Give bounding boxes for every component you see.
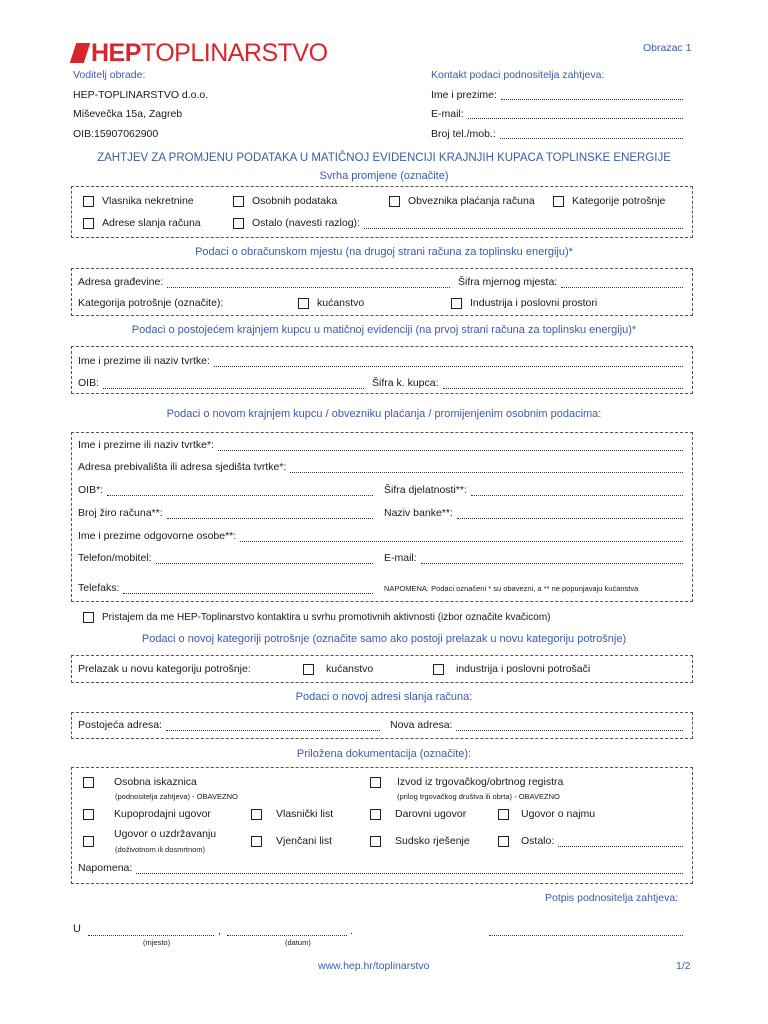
activity-code-field[interactable] <box>471 487 683 496</box>
purpose-title: Svrha promjene (označite) <box>319 170 449 182</box>
contact-email-label: E-mail: <box>431 108 464 120</box>
purpose-payer-label: Obveznika plaćanja računa <box>408 195 535 207</box>
checkbox-registry[interactable] <box>370 777 381 788</box>
building-address-field[interactable] <box>167 279 450 288</box>
purpose-personal-label: Osobnih podataka <box>252 195 338 207</box>
checkbox-purchase[interactable] <box>83 809 94 820</box>
account-label: Broj žiro računa**: <box>78 507 163 519</box>
logo-rest-text: TOPLINARSTVO <box>140 38 328 67</box>
place-caption: (mjesto) <box>143 938 171 947</box>
registry-note: (prilog trgovačkog društva ili obrta) - OBAVEZNO <box>397 792 560 801</box>
other-doc-label: Ostalo: <box>521 835 555 847</box>
responsible-field[interactable] <box>240 533 683 542</box>
checkbox-gift[interactable] <box>370 809 381 820</box>
fax-field[interactable] <box>123 585 373 594</box>
building-address-label: Adresa građevine: <box>78 276 164 288</box>
controller-block <box>73 66 208 144</box>
form-number: Obrazac 1 <box>643 42 692 54</box>
contact-phone-field[interactable] <box>500 125 683 139</box>
checkbox-personal[interactable] <box>233 196 244 207</box>
checkbox-id-card[interactable] <box>83 777 94 788</box>
existing-name-label: Ime i prezime ili naziv tvrtke: <box>78 355 210 367</box>
purpose-other-label: Ostalo (navesti razlog): <box>252 217 360 229</box>
controller-oib: OIB:15907062900 <box>73 127 159 140</box>
contact-name-field[interactable] <box>501 86 683 100</box>
phone-label: Telefon/mobitel: <box>78 552 152 564</box>
checkbox-maintenance[interactable] <box>83 836 94 847</box>
checkbox-address[interactable] <box>83 218 94 229</box>
id-card-note: (podnositelja zahtjeva) - OBAVEZNO <box>115 792 238 801</box>
contact-phone-label: Broj tel./mob.: <box>431 127 496 140</box>
place-prefix: U <box>73 923 81 935</box>
customer-code-field[interactable] <box>443 380 683 389</box>
form-title: ZAHTJEV ZA PROMJENU PODATAKA U MATIČNOJ EVIDENCIJI KRAJNJIH KUPACA TOPLINSKE ENERGIJE <box>97 152 671 164</box>
purpose-category-label: Kategorije potrošnje <box>572 195 666 207</box>
existing-oib-field[interactable] <box>103 380 364 389</box>
meter-code-label: Šifra mjernog mjesta: <box>458 276 558 288</box>
new-name-label: Ime i prezime ili naziv tvrtke*: <box>78 439 214 451</box>
contact-block <box>431 66 683 144</box>
new-oib-field[interactable] <box>107 487 373 496</box>
checkbox-industry[interactable] <box>451 298 462 309</box>
comma-separator: , <box>218 925 221 937</box>
date-caption: (datum) <box>285 938 311 947</box>
new-category-label: Prelazak u novu kategoriju potrošnje: <box>78 663 251 675</box>
checkbox-payer[interactable] <box>389 196 400 207</box>
checkbox-court[interactable] <box>370 836 381 847</box>
new-household-label: kućanstvo <box>326 663 374 675</box>
bank-field[interactable] <box>457 510 683 519</box>
new-address-title: Podaci o novoj adresi slanja računa: <box>295 691 473 703</box>
checkbox-new-household[interactable] <box>303 664 314 675</box>
new-billing-address-label: Nova adresa: <box>390 719 453 731</box>
other-doc-field[interactable] <box>558 838 683 847</box>
contact-email-field[interactable] <box>468 105 683 119</box>
new-address-label: Adresa prebivališta ili adresa sjedišta tvrtke*: <box>78 461 287 473</box>
company-logo <box>73 38 328 67</box>
fax-label: Telefaks: <box>78 582 120 594</box>
consent-label: Pristajem da me HEP-Toplinarstvo kontaktira u svrhu promotivnih aktivnosti (izbor označite kvačicom) <box>102 612 551 623</box>
required-note: NAPOMENA: Podaci označeni * su obavezni, a ** ne popunjavaju kućanstva <box>384 584 639 593</box>
bank-label: Naziv banke**: <box>384 507 453 519</box>
footer-url[interactable]: www.hep.hr/toplinarstvo <box>318 960 430 972</box>
current-address-label: Postojeća adresa: <box>78 719 163 731</box>
remark-field[interactable] <box>136 865 683 874</box>
checkbox-consent[interactable] <box>83 612 94 623</box>
marriage-label: Vjenčani list <box>276 835 333 847</box>
checkbox-owner[interactable] <box>83 196 94 207</box>
contact-name-label: Ime i prezime: <box>431 88 497 101</box>
phone-field[interactable] <box>156 555 373 564</box>
dot-separator: . <box>350 925 353 937</box>
controller-label: Voditelj obrade: <box>73 69 146 81</box>
maintenance-label: Ugovor o uzdržavanju <box>114 828 217 840</box>
purpose-box <box>71 186 693 238</box>
metering-title: Podaci o obračunskom mjestu (na drugoj strani računa za toplinsku energiju)* <box>195 246 573 258</box>
id-card-label: Osobna iskaznica <box>114 776 197 788</box>
controller-address: Miševečka 15a, Zagreb <box>73 108 183 120</box>
purchase-label: Kupoprodajni ugovor <box>114 808 211 820</box>
page-number: 1/2 <box>676 960 691 972</box>
email-field[interactable] <box>421 555 683 564</box>
signature-field[interactable] <box>489 926 683 936</box>
household-label: kućanstvo <box>317 297 365 309</box>
controller-name: HEP-TOPLINARSTVO d.o.o. <box>73 88 209 101</box>
ownership-label: Vlasnički list <box>276 808 334 820</box>
industry-label: Industrija i poslovni prostori <box>470 297 598 309</box>
gift-label: Darovni ugovor <box>395 808 467 820</box>
purpose-owner-label: Vlasnika nekretnine <box>102 195 194 207</box>
contact-label: Kontakt podaci podnositelja zahtjeva: <box>431 69 605 81</box>
new-industry-label: industrija i poslovni potrošači <box>456 663 591 675</box>
new-oib-label: OIB*: <box>78 484 104 496</box>
account-field[interactable] <box>167 510 373 519</box>
email-label: E-mail: <box>384 552 417 564</box>
purpose-other-field[interactable] <box>364 220 683 229</box>
checkbox-category[interactable] <box>553 196 564 207</box>
docs-title: Priložena dokumentacija (označite): <box>296 748 472 760</box>
checkbox-lease[interactable] <box>498 809 509 820</box>
checkbox-ownership[interactable] <box>251 809 262 820</box>
date-field[interactable] <box>227 926 347 936</box>
lease-label: Ugovor o najmu <box>521 808 596 820</box>
checkbox-other-doc[interactable] <box>498 836 509 847</box>
existing-title: Podaci o postojećem krajnjem kupcu u matičnoj evidenciji (na prvoj strani računa za toplinsku energiju)* <box>131 324 637 336</box>
new-category-title: Podaci o novoj kategoriji potrošnje (označite samo ako postoji prelazak u novu kategoriju potrošnje) <box>141 633 627 645</box>
logo-mark-icon <box>70 43 90 63</box>
logo-bold-text: HEP <box>91 38 141 67</box>
current-address-field[interactable] <box>166 722 380 731</box>
new-customer-title: Podaci o novom krajnjem kupcu / obvezniku plaćanja / promijenjenim osobnim podacima: <box>166 408 602 420</box>
checkbox-new-industry[interactable] <box>433 664 444 675</box>
existing-name-field[interactable] <box>214 358 683 367</box>
existing-oib-label: OIB: <box>78 377 100 389</box>
court-label: Sudsko rješenje <box>395 835 470 847</box>
signature-label: Potpis podnositelja zahtjeva: <box>545 892 679 904</box>
activity-code-label: Šifra djelatnosti**: <box>384 484 467 496</box>
new-billing-address-field[interactable] <box>456 722 683 731</box>
purpose-address-label: Adrese slanja računa <box>102 217 201 229</box>
checkbox-other[interactable] <box>233 218 244 229</box>
remark-label: Napomena: <box>78 862 133 874</box>
checkbox-marriage[interactable] <box>251 836 262 847</box>
meter-code-field[interactable] <box>561 279 683 288</box>
maintenance-note: (doživotnom ili dosmrtnom) <box>115 845 206 854</box>
place-field[interactable] <box>88 926 214 936</box>
new-address-field[interactable] <box>290 464 683 473</box>
customer-code-label: Šifra k. kupca: <box>372 377 439 389</box>
registry-label: Izvod iz trgovačkog/obrtnog registra <box>397 776 564 788</box>
category-label: Kategorija potrošnje (označite): <box>78 297 224 309</box>
new-name-field[interactable] <box>218 442 683 451</box>
responsible-label: Ime i prezime odgovorne osobe**: <box>78 530 237 542</box>
checkbox-household[interactable] <box>298 298 309 309</box>
